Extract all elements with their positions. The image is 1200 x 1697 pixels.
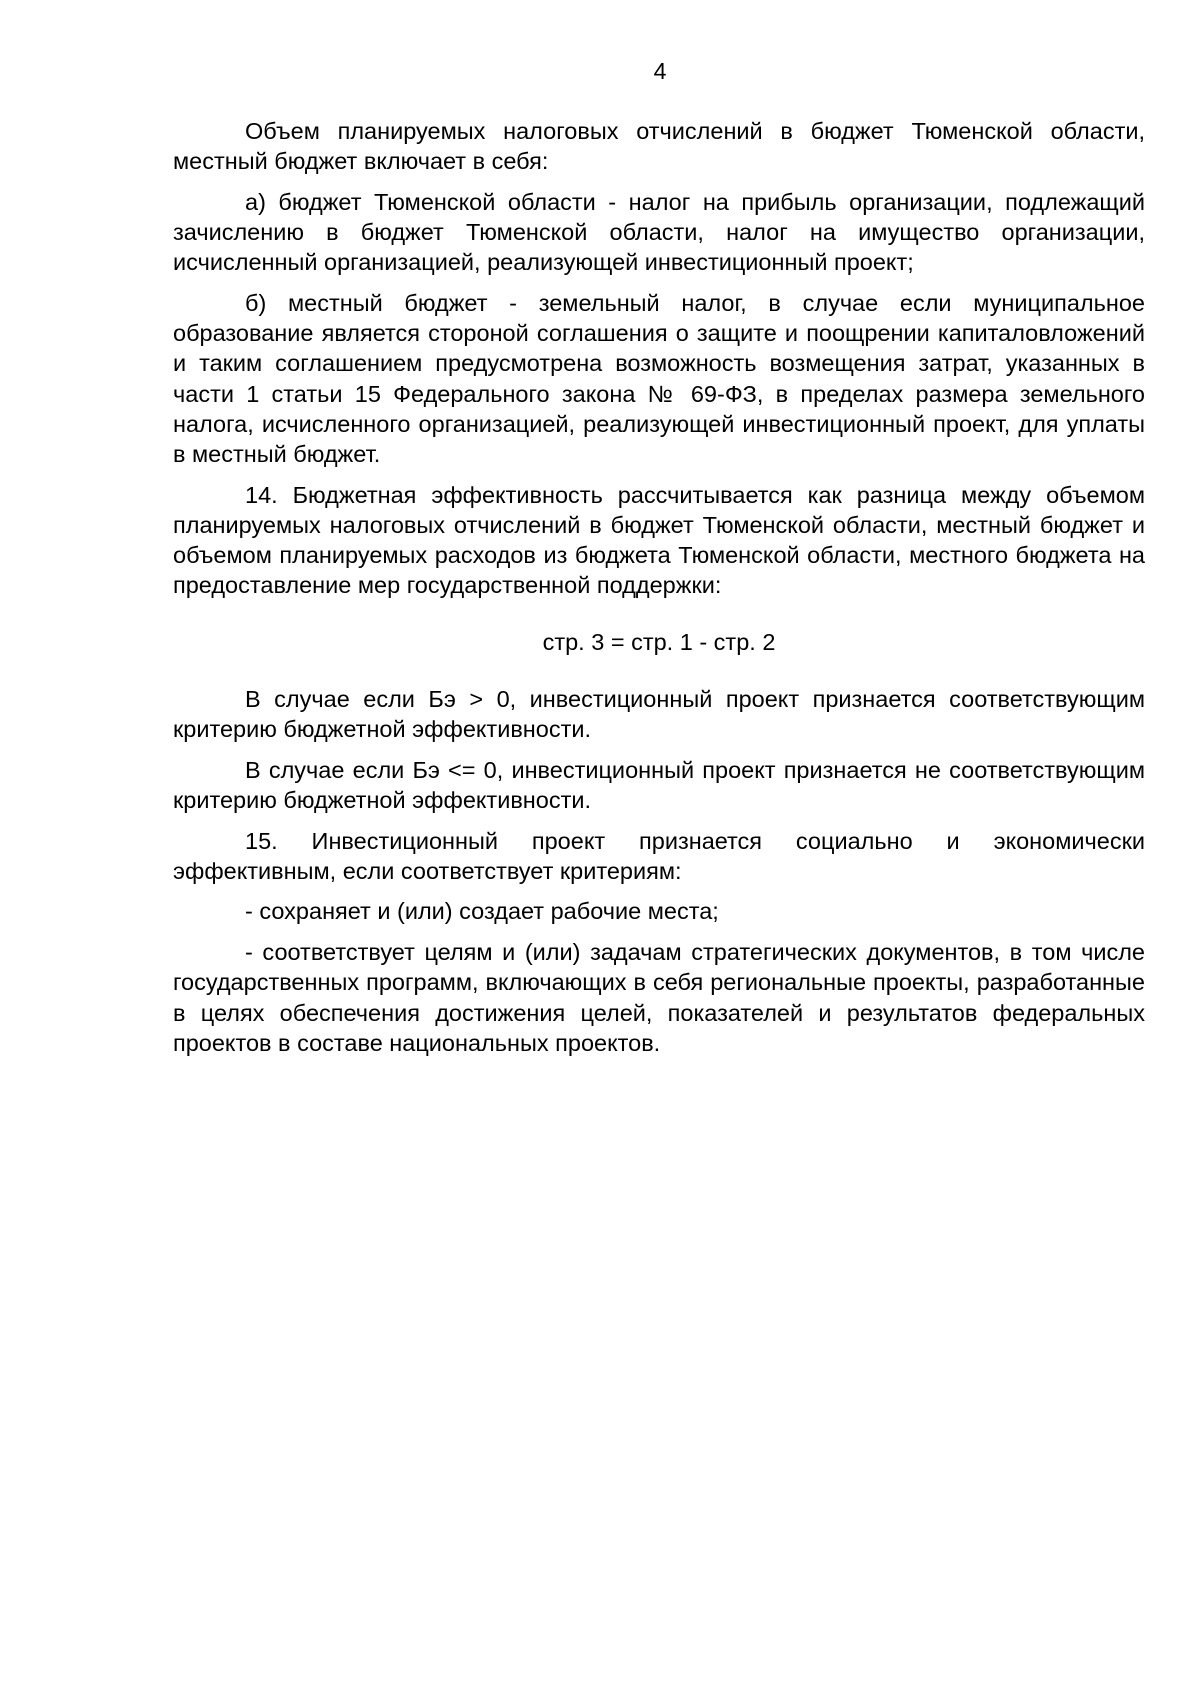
paragraph-tax-volume: Объем планируемых налоговых отчислений в бюджет Тюменской области, местный бюджет включает в себя:	[173, 118, 1145, 175]
criterion-jobs: - сохраняет и (или) создает рабочие места;	[245, 898, 719, 925]
paragraph-15: 15. Инвестиционный проект признается социально и экономически эффективным, если соответствует критериям:	[173, 827, 1145, 884]
page-number: 4	[653, 58, 667, 84]
paragraph-item-b: б) местный бюджет - земельный налог, в случае если муниципальное образование является стороной соглашения о защите и поощрении капиталовложений и таким соглашением предусмотрена возможность возмещения затрат, указанных в части 1 статьи 15 Федерального закона № 69-ФЗ, в пределах размера земельного налога, исчисленного организацией, реализующей инвестиционный проект, для уплаты в местный бюджет.	[173, 290, 1145, 468]
paragraph-positive-case: В случае если Бэ > 0, инвестиционный проект признается соответствующим критерию бюджетной эффективности.	[173, 685, 1145, 742]
paragraph-negative-case: В случае если Бэ <= 0, инвестиционный проект признается не соответствующим критерию бюджетной эффективности.	[173, 756, 1145, 813]
criterion-strategic-goals: - соответствует целям и (или) задачам стратегических документов, в том числе государственных программ, включающих в себя региональные проекты, разработанные в целях обеспечения достижения целей, показателей и результатов федеральных проектов в составе национальных проектов.	[173, 939, 1145, 1056]
paragraph-14: 14. Бюджетная эффективность рассчитывается как разница между объемом планируемых налоговых отчислений в бюджет Тюменской области, местный бюджет и объемом планируемых расходов из бюджета Тюменской области, местного бюджета на предоставление мер государственной поддержки:	[173, 481, 1145, 599]
formula: стр. 3 = стр. 1 - стр. 2	[542, 628, 776, 655]
paragraph-item-a: а) бюджет Тюменской области - налог на прибыль организации, подлежащий зачислению в бюджет Тюменской области, налог на имущество организации, исчисленный организацией, реализующей инвестиционный проект;	[173, 188, 1145, 276]
document-body	[173, 116, 1145, 1068]
